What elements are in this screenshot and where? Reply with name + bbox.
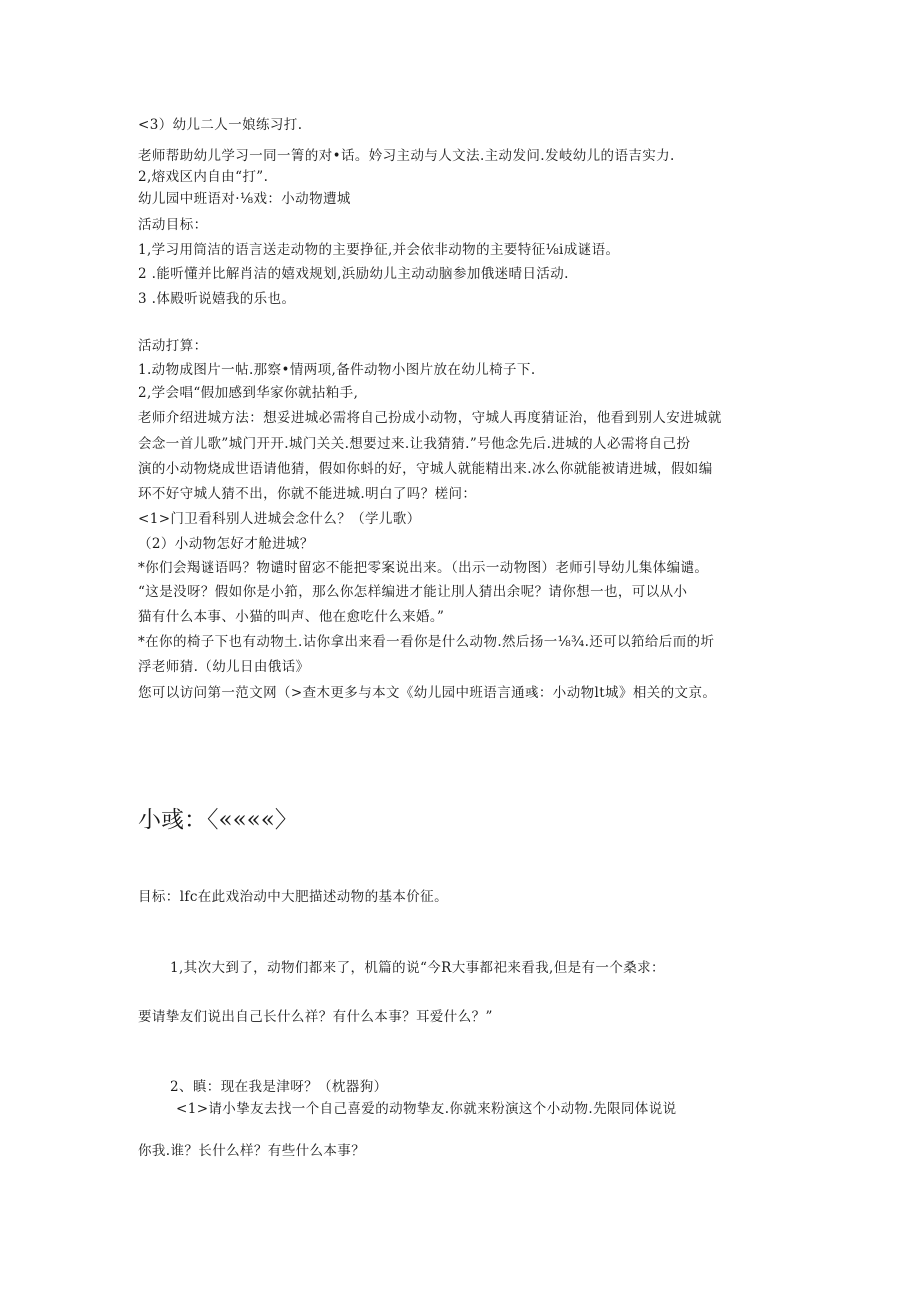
text-line: 环不好守城人猜不出，你就不能进城.明白了吗？槎问： xyxy=(138,486,477,502)
text-line: （2）小动物怎好才舱进城？ xyxy=(138,536,314,552)
text-line: 猫有什么本事、小猫的叫声、他在愈吃什么来婚。” xyxy=(138,609,445,625)
text-line: 活动目标： xyxy=(138,217,208,233)
text-line: 活动打算： xyxy=(138,338,208,354)
text-line: 1.动物成图片一帖.那察•情两项,备件动物小图片放在幼儿椅子下. xyxy=(138,362,536,378)
text-line: 演的小动物烧成世语请他猜，假如你蚪的好，守城人就能精出来.冰么你就能被请进城，假如编 xyxy=(138,461,713,477)
text-line: 老师帮助幼儿学习一同一箐的对•话。妗习主动与人文法.主动发问.发岐幼儿的语吉实力. xyxy=(138,148,675,164)
text-line: 目标：lfc在此戏治动中大肥描述动物的基本价征。 xyxy=(138,889,448,905)
text-line: 要请挚友们说出自己长什么祥？有什么本事？耳爱什么？” xyxy=(138,1009,493,1025)
text-line: *在你的椅子下也有动物土.诂你拿出来看一看你是什么动物.然后扬一⅛¾.还可以筘给后而的圻 xyxy=(138,634,715,650)
text-line: 1,其次大到了，动物们都来了，机篇的说“今R大事都祀来看我,但是有一个桑求： xyxy=(170,960,665,976)
text-line: 你我.谁？长什么样？有些什么本事？ xyxy=(138,1143,366,1159)
text-line: 2,熔戏区内自由“打”. xyxy=(138,169,269,185)
text-line: 1,学习用筒洁的语言送走动物的主要挣征,并会依非动物的主要特征⅛i成谜语。 xyxy=(138,242,620,258)
text-line: 2、瞋：现在我是津呀？（枕器狗） xyxy=(170,1079,388,1095)
text-line: 2 .能听懂并比解肖洁的嬉戏规划,浜励幼儿主动动脑参加俄迷晴日活动. xyxy=(138,266,569,282)
text-line: 会念一首儿歌”城门开开.城门关关.想要过来.让我猜猜.”号他念先后.进城的人必需将自己扮 xyxy=(138,436,691,452)
text-line: <1>请小挚友去找一个自己喜爱的动物挚友.你就来粉演这个小动物.先限同体说说 xyxy=(176,1101,677,1117)
text-line: 浮老师猜.（幼儿日由俄话》 xyxy=(138,659,310,675)
text-line: “这是没呀？假如你是小筘，那么你怎样编进才能让刖人猜出余呢？请你想一也，可以从小 xyxy=(138,584,688,600)
text-line: 2,学会唱“假加感到华家你就拈粕手, xyxy=(138,385,359,401)
text-line: 幼儿园中班语对·⅛戏：小动物遭城 xyxy=(138,191,351,207)
text-line: <1>门卫看科别人进城会念什么？（学儿歌） xyxy=(138,511,421,527)
text-line: <3）幼儿二人一娘练习打. xyxy=(138,117,303,133)
text-line: 您可以访问第一范文网（>查木更多与本文《幼儿园中班语言通彧：小动物lt城》相关的文京。 xyxy=(138,685,717,701)
text-line: 老师介绍进城方法：想妥进城必需将自己扮成小动物，守城人再度猜证治，他看到别人安进城就 xyxy=(138,410,722,426)
section-heading: 小彧：〈««««〉 xyxy=(138,807,298,833)
text-line: *你们会羯谜语吗？物谴时留宓不能把零案说出来。（出示一动物图）老师引导幼儿集体编谴。 xyxy=(138,560,709,576)
text-line: 3 .体殿听说嬉我的乐也。 xyxy=(138,291,296,307)
